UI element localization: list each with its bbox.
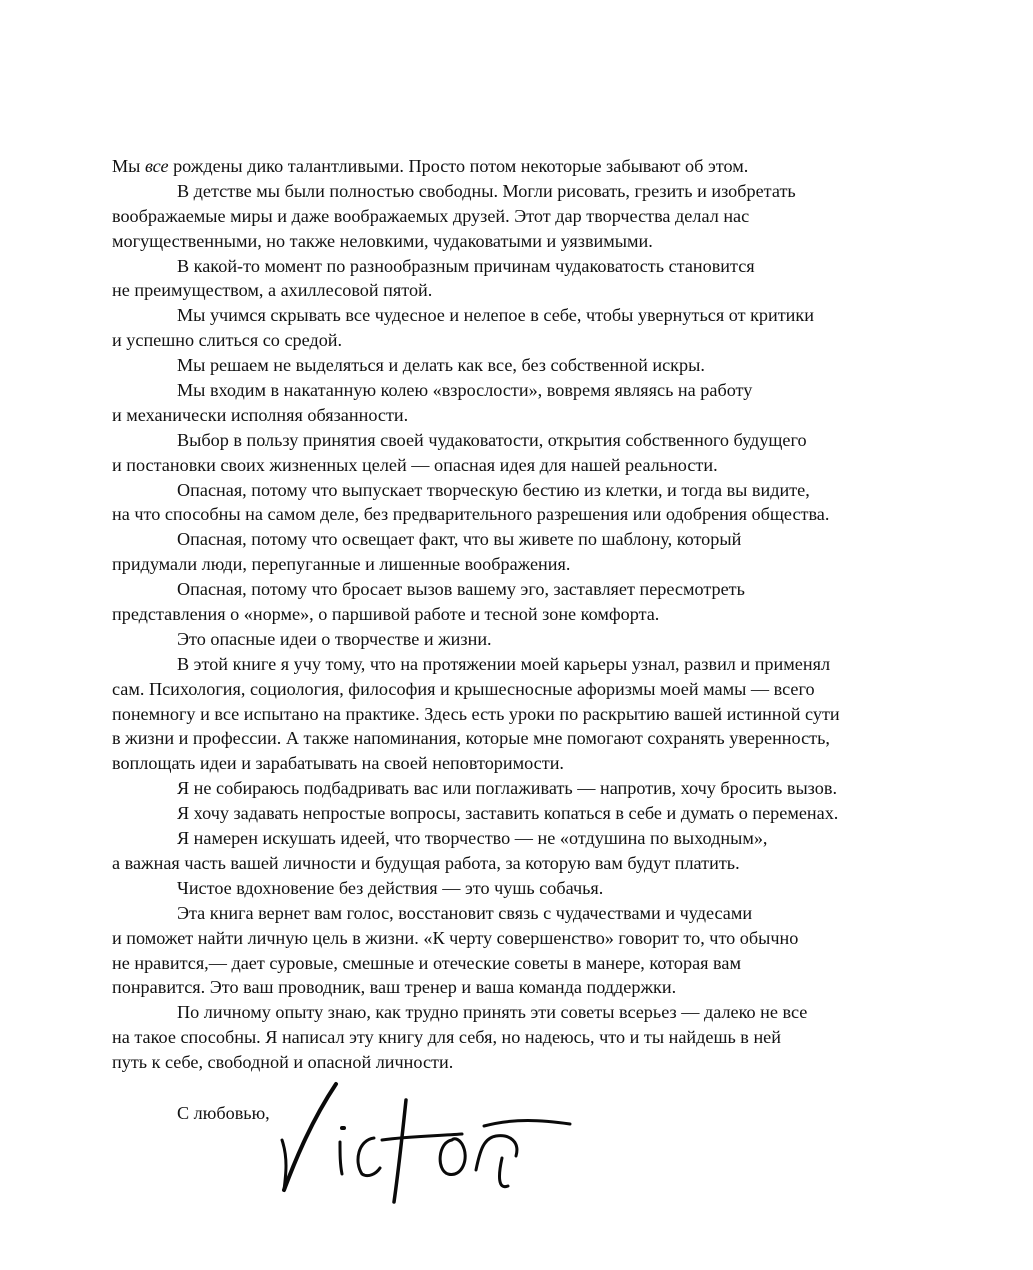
opening-line-end: рождены дико талантливыми. Просто потом некоторые забывают об этом. <box>168 156 749 176</box>
text-line: могущественными, но также неловкими, чудаковатыми и уязвимыми. <box>112 230 653 251</box>
emphasized-word: все <box>144 156 169 176</box>
text-line: Опасная, потому что бросает вызов вашему эго, заставляет пересмотреть <box>177 579 745 600</box>
text-line: Мы входим в накатанную колею «взрослости», вовремя являясь на работу <box>177 380 753 401</box>
text-line: воплощать идеи и зарабатывать на своей неповторимости. <box>112 753 564 774</box>
text-line: Опасная, потому что выпускает творческую бестию из клетки, и тогда вы видите, <box>177 479 810 500</box>
text-line: на что способны на самом деле, без предварительного разрешения или одобрения общества. <box>112 504 830 525</box>
text-line: и поможет найти личную цель в жизни. «К черту совершенство» говорит то, что обычно <box>112 927 799 948</box>
text-line: Я хочу задавать непростые вопросы, заставить копаться в себе и думать о переменах. <box>177 803 839 824</box>
text-line: и успешно слиться со средой. <box>112 330 343 351</box>
text-line: сам. Психология, социология, философия и крышесносные афоризмы моей мамы — всего <box>112 678 815 699</box>
text-line: в жизни и профессии. А также напоминания, которые мне помогают сохранять уверенность, <box>112 728 830 749</box>
text-line: а важная часть вашей личности и будущая работа, за которую вам будут платить. <box>112 852 740 873</box>
text-line: Я не собираюсь подбадривать вас или поглаживать — напротив, хочу бросить вызов. <box>177 778 837 799</box>
text-line: В детстве мы были полностью свободны. Могли рисовать, грезить и изобретать <box>177 180 796 201</box>
text-line: понемногу и все испытано на практике. Здесь есть уроки по раскрытию вашей истинной сути <box>112 703 840 724</box>
text-line: Я намерен искушать идеей, что творчество — не «отдушина по выходным», <box>177 828 768 849</box>
text-line: Эта книга вернет вам голос, восстановит связь с чудачествами и чудесами <box>177 902 753 923</box>
text-line: Чистое вдохновение без действия — это чушь собачья. <box>177 877 604 898</box>
body-text <box>112 154 944 1075</box>
opening-line-start: Мы <box>112 156 145 176</box>
text-line: воображаемые миры и даже воображаемых друзей. Этот дар творчества делал нас <box>112 205 750 226</box>
text-line: путь к себе, свободной и опасной личности. <box>112 1052 454 1073</box>
signature-image <box>270 1078 580 1208</box>
closing-salutation: С любовью, <box>177 1103 270 1123</box>
text-line: и механически исполняя обязанности. <box>112 404 409 425</box>
opening-line <box>112 154 944 179</box>
text-line: понравится. Это ваш проводник, ваш тренер и ваша команда поддержки. <box>112 977 677 998</box>
text-line: Опасная, потому что освещает факт, что вы живете по шаблону, который <box>177 529 742 550</box>
text-line: Выбор в пользу принятия своей чудаковатости, открытия собственного будущего <box>177 429 807 450</box>
text-line: Это опасные идеи о творчестве и жизни. <box>177 628 492 649</box>
text-line: В этой книге я учу тому, что на протяжении моей карьеры узнал, развил и применял <box>177 653 831 674</box>
text-line: на такое способны. Я написал эту книгу для себя, но надеюсь, что и ты найдешь в ней <box>112 1027 781 1048</box>
text-line: и постановки своих жизненных целей — опасная идея для нашей реальности. <box>112 454 718 475</box>
text-line: Мы учимся скрывать все чудесное и нелепое в себе, чтобы увернуться от критики <box>177 305 814 326</box>
text-line: не нравится,— дает суровые, смешные и отеческие советы в манере, которая вам <box>112 952 741 973</box>
text-line: не преимуществом, а ахиллесовой пятой. <box>112 280 433 301</box>
text-line: По личному опыту знаю, как трудно принять эти советы всерьез — далеко не все <box>177 1002 808 1023</box>
text-line: придумали люди, перепуганные и лишенные воображения. <box>112 554 571 575</box>
text-line: Мы решаем не выделяться и делать как все, без собственной искры. <box>177 355 705 376</box>
paragraph-lines <box>112 179 944 1075</box>
text-line: представления о «норме», о паршивой работе и тесной зоне комфорта. <box>112 604 660 625</box>
text-line: В какой-то момент по разнообразным причинам чудаковатость становится <box>177 255 755 276</box>
